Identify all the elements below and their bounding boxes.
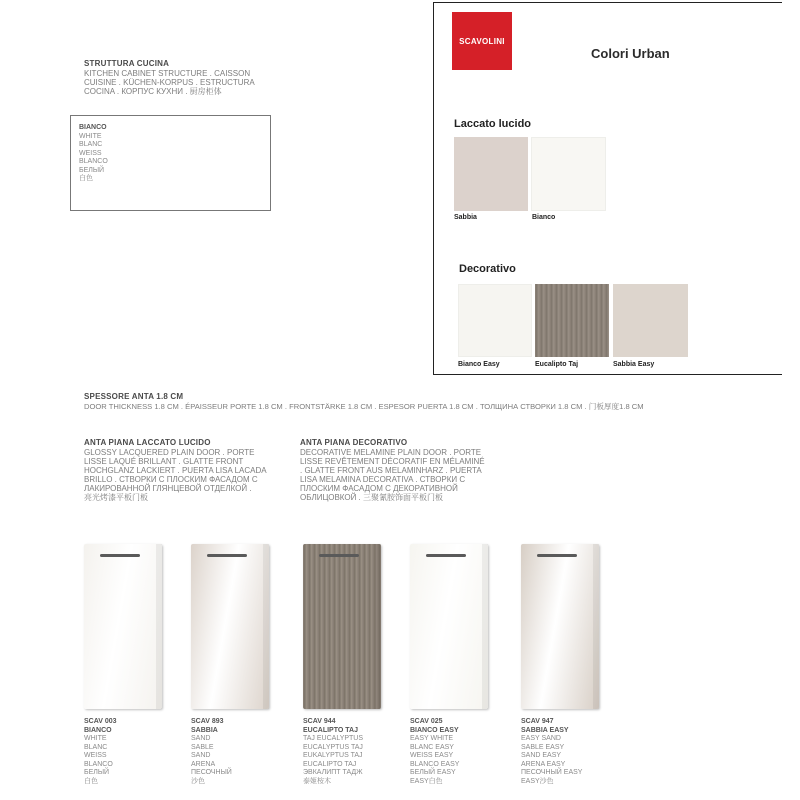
door-sabbia-easy — [521, 544, 599, 709]
door-bianco — [84, 544, 162, 709]
structure-color-names — [79, 124, 108, 184]
logo-text: SCAVOLINI — [459, 36, 505, 46]
door-name-line: ПЕСОЧНЫЙ EASY — [521, 769, 583, 776]
plain-desc-line: ЛАКИРОВАННОЙ ГЛЯНЦЕВОЙ ОТДЕЛКОЙ . — [84, 484, 252, 493]
door-name-line: SABLE EASY — [521, 743, 565, 751]
door-name-line: SAND EASY — [521, 752, 562, 759]
door-name-line: WEISS — [84, 752, 107, 759]
door-label — [521, 718, 582, 786]
door-name-line: TAJ EUCALYPTUS — [303, 735, 364, 742]
door-code: SCAV 025 — [410, 718, 443, 725]
door-name: SABBIA EASY — [521, 726, 569, 734]
handle-icon — [537, 554, 577, 557]
structure-desc-line: KITCHEN CABINET STRUCTURE . CAISSON — [84, 69, 251, 78]
door-name-line: EUCALYPTUS TAJ — [303, 743, 363, 751]
swatch-label: Eucalipto Taj — [535, 361, 579, 368]
door-name-line: EUKALYPTUS TAJ — [303, 752, 363, 759]
structure-color-box — [70, 115, 271, 211]
door-label — [303, 718, 363, 786]
plain-desc-line: LISSE LAQUÉ BRILLANT . GLATTE FRONT — [84, 457, 244, 466]
door-eucalipto-taj — [303, 544, 381, 709]
plain-desc-line: GLOSSY LACQUERED PLAIN DOOR . PORTE — [84, 448, 255, 457]
door-name-line: BLANCO EASY — [410, 760, 460, 768]
door-name-line: SAND — [191, 735, 211, 742]
plain-desc-line: 亮光烤漆平板门板 — [84, 493, 148, 502]
door-name-line: SAND — [191, 752, 211, 759]
structure-desc-line: CUISINE . KÜCHEN-KORPUS . ESTRUCTURA — [84, 78, 255, 87]
swatch-sabbia-easy — [613, 284, 688, 357]
handle-icon — [207, 554, 247, 557]
door-code: SCAV 947 — [521, 718, 554, 725]
swatch-label: Bianco — [532, 214, 556, 221]
door-edge — [263, 544, 269, 709]
structure-desc-line: COCINA . КОРПУС КУХНИ . 厨房柜体 — [84, 87, 222, 96]
door-name-line: BLANC — [84, 743, 108, 751]
door-label — [84, 718, 117, 786]
door-name-line: БЕЛЫЙ — [84, 769, 110, 776]
plain-desc-line: BRILLO . СТВОРКИ С ПЛОСКИМ ФАСАДОМ С — [84, 475, 258, 484]
colors-title: Colori Urban — [591, 46, 670, 61]
door-name: SABBIA — [191, 726, 218, 734]
door-label — [410, 718, 459, 786]
door-name-line: BLANCO — [84, 760, 113, 768]
door-edge — [593, 544, 599, 709]
door-name-line: BLANC EASY — [410, 743, 454, 751]
door-name-line: БЕЛЫЙ EASY — [410, 769, 456, 776]
door-name-line: EASY沙色 — [521, 777, 554, 785]
handle-icon — [426, 554, 466, 557]
swatch-bianco-easy — [458, 284, 532, 357]
door-name-line: ARENA — [191, 760, 216, 768]
deco-desc-line: ПЛОСКИМ ФАСАДОМ С ДЕКОРАТИВНОЙ — [300, 484, 458, 493]
structure-color-name: 白色 — [79, 175, 93, 182]
thickness-title: SPESSORE ANTA 1.8 CM — [84, 392, 184, 401]
swatch-bianco — [531, 137, 606, 211]
door-name-line: ARENA EASY — [521, 760, 566, 768]
plain-desc-line: HOCHGLANZ LACKIERT . PUERTA LISA LACADA — [84, 466, 267, 475]
deco-desc-line: DECORATIVE MELAMINE PLAIN DOOR . PORTE — [300, 448, 482, 457]
door-name: BIANCO — [84, 726, 112, 734]
door-name-line: EUCALIPTO TAJ — [303, 760, 357, 768]
handle-icon — [100, 554, 140, 557]
door-name-line: 沙色 — [191, 777, 205, 785]
handle-icon — [319, 554, 359, 557]
plain-door-description — [84, 448, 267, 502]
door-name: BIANCO EASY — [410, 726, 459, 734]
swatch-eucalipto-taj — [535, 284, 609, 357]
structure-color-name: BIANCO — [79, 124, 107, 131]
swatch-label: Sabbia Easy — [613, 361, 655, 368]
deco-door-description — [300, 448, 485, 502]
swatch-sabbia — [454, 137, 528, 211]
door-name-line: 泰姬桉木 — [303, 777, 331, 785]
door-edge — [375, 544, 381, 709]
door-code: SCAV 944 — [303, 718, 336, 725]
deco-desc-line: ОБЛИЦОВКОЙ . 三聚氰胺饰面平板门板 — [300, 493, 443, 502]
structure-title: STRUTTURA CUCINA — [84, 59, 170, 68]
structure-color-name: WEISS — [79, 149, 102, 157]
decorativo-title: Decorativo — [459, 263, 516, 275]
door-name-line: ЭВКАЛИПТ ТАДЖ — [303, 769, 363, 776]
deco-door-title: ANTA PIANA DECORATIVO — [300, 438, 408, 447]
door-sabbia — [191, 544, 269, 709]
swatch-label: Sabbia — [454, 214, 477, 221]
door-label — [191, 718, 232, 786]
door-name-line: ПЕСОЧНЫЙ — [191, 769, 232, 776]
door-name-line: EASY白色 — [410, 777, 443, 785]
door-edge — [482, 544, 488, 709]
deco-desc-line: LISSE REVÊTEMENT DÉCORATIF EN MÉLAMINÉ — [300, 457, 485, 466]
structure-color-name: BLANCO — [79, 158, 108, 165]
deco-desc-line: . GLATTE FRONT AUS MELAMINHARZ . PUERTA — [300, 466, 482, 475]
door-name-line: SABLE — [191, 743, 214, 751]
door-name-line: EASY WHITE — [410, 735, 454, 742]
door-bianco-easy — [410, 544, 488, 709]
structure-color-name: БЕЛЫЙ — [79, 166, 105, 174]
thickness-description: DOOR THICKNESS 1.8 CM . ÉPAISSEUR PORTE 1.8 CM . FRONTSTÄRKE 1.8 CM . ESPESOR PUERTA 1.8 CM . ТОЛЩИНА СТВОРКИ 1.8 CM . 门板厚度1.8 CM — [84, 402, 644, 411]
laccato-title: Laccato lucido — [454, 118, 532, 130]
door-code: SCAV 893 — [191, 718, 224, 725]
door-name-line: WEISS EASY — [410, 752, 454, 759]
scavolini-logo — [452, 12, 512, 70]
door-edge — [156, 544, 162, 709]
door-code: SCAV 003 — [84, 718, 117, 725]
swatch-label: Bianco Easy — [458, 361, 500, 368]
door-name-line: 白色 — [84, 777, 98, 785]
plain-door-title: ANTA PIANA LACCATO LUCIDO — [84, 438, 211, 447]
door-name: EUCALIPTO TAJ — [303, 726, 358, 734]
door-name-line: WHITE — [84, 735, 107, 742]
structure-description — [84, 69, 255, 96]
structure-color-name: BLANC — [79, 141, 103, 148]
door-name-line: EASY SAND — [521, 735, 561, 742]
structure-color-name: WHITE — [79, 132, 102, 140]
deco-desc-line: LISA MELAMINA DECORATIVA . СТВОРКИ С — [300, 475, 466, 484]
